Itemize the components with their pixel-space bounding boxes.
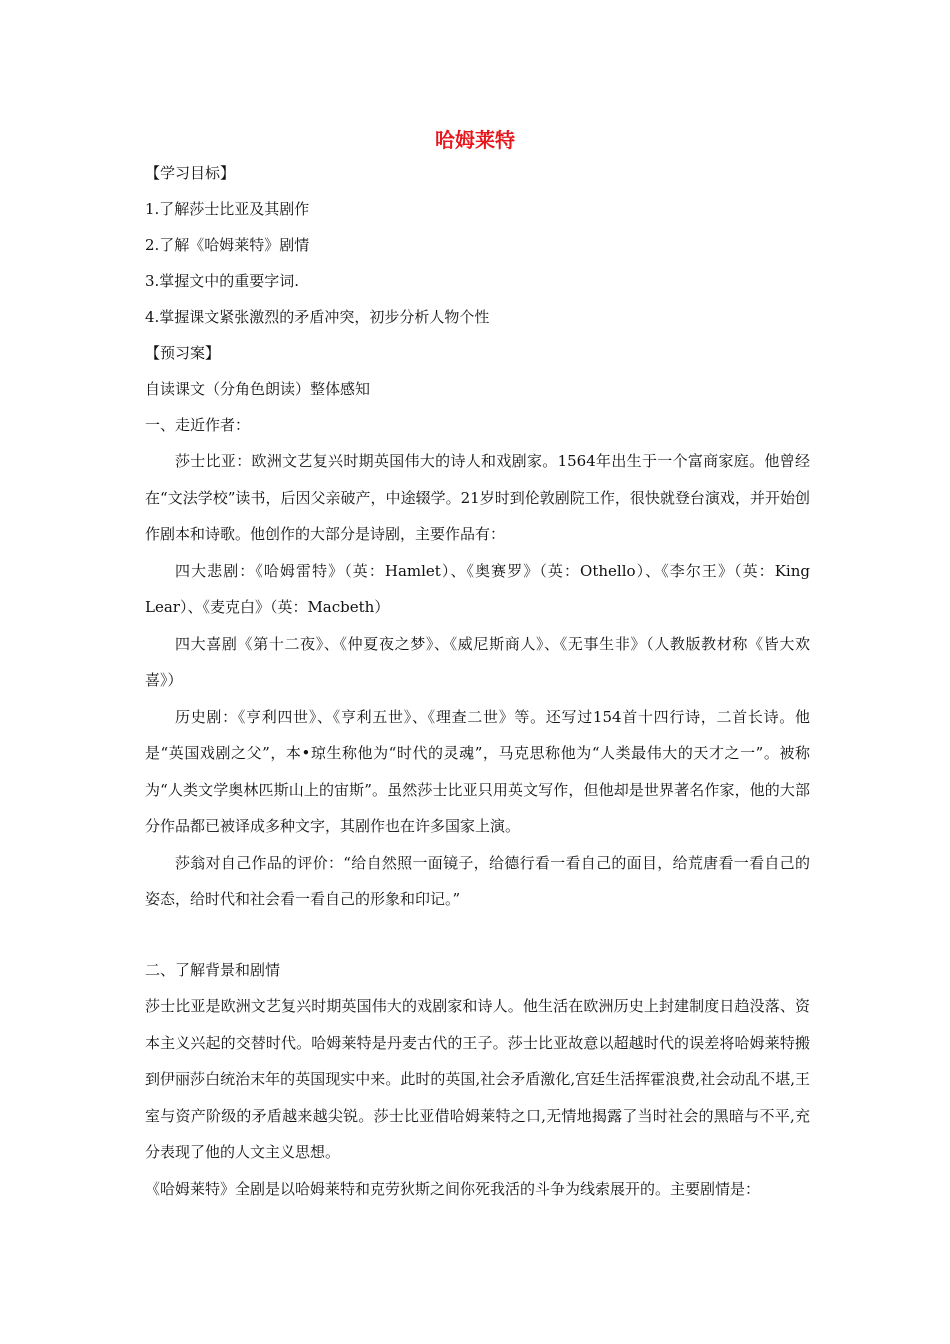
objective-item: 3.掌握文中的重要字词.	[145, 272, 300, 290]
objectives-header: 【学习目标】	[145, 164, 236, 182]
tragedies-paragraph: 四大悲剧：《哈姆雷特》（英：Hamlet）、《奥赛罗》（英：Othello）、《李尔王》（英：King Lear）、《麦克白》（英：Macbeth）	[145, 561, 810, 616]
objective-item: 1.了解莎士比亚及其剧作	[145, 200, 310, 218]
author-section-body	[145, 443, 810, 918]
histories-paragraph: 历史剧：《亨利四世》、《亨利五世》、《理查二世》等。还写过154首十四行诗，二首长诗。他是“英国戏剧之父”，本•琼生称他为“时代的灵魂”，马克思称他为“人类最伟大的天才之一”。被称为“人类文学奥林匹斯山上的宙斯”。虽然莎士比亚只用英文写作，但他却是世界著名作家，他的大部分作品都已被译成多种文字，其剧作也在许多国家上演。	[145, 707, 810, 835]
section-author-header: 一、走近作者：	[145, 416, 251, 434]
background-section-body	[145, 988, 810, 1207]
objective-item: 2.了解《哈姆莱特》剧情	[145, 236, 310, 254]
plot-intro-paragraph: 《哈姆莱特》全剧是以哈姆莱特和克劳狄斯之间你死我活的斗争为线索展开的。主要剧情是：	[145, 1179, 761, 1198]
page-title: 哈姆莱特	[435, 128, 515, 152]
self-evaluation-paragraph: 莎翁对自己作品的评价：“给自然照一面镜子，给德行看一看自己的面目，给荒唐看一看自己的姿态，给时代和社会看一看自己的形象和印记。”	[145, 853, 810, 908]
preview-intro: 自读课文（分角色朗读）整体感知	[145, 380, 371, 398]
background-paragraph: 莎士比亚是欧洲文艺复兴时期英国伟大的戏剧家和诗人。他生活在欧洲历史上封建制度日趋没落、资本主义兴起的交替时代。哈姆莱特是丹麦古代的王子。莎士比亚故意以超越时代的误差将哈姆莱特搬到伊丽莎白统治末年的英国现实中来。此时的英国,社会矛盾激化,宫廷生活挥霍浪费,社会动乱不堪,王室与资产阶级的矛盾越来越尖锐。莎士比亚借哈姆莱特之口,无情地揭露了当时社会的黑暗与不平,充分表现了他的人文主义思想。	[145, 997, 810, 1161]
author-paragraph: 莎士比亚：欧洲文艺复兴时期英国伟大的诗人和戏剧家。1564年出生于一个富商家庭。他曾经在“文法学校”读书，后因父亲破产，中途辍学。21岁时到伦敦剧院工作，很快就登台演戏，并开始创作剧本和诗歌。他创作的大部分是诗剧，主要作品有：	[145, 452, 810, 543]
objective-item: 4.掌握课文紧张激烈的矛盾冲突，初步分析人物个性	[145, 308, 490, 326]
section-background-header: 二、了解背景和剧情	[145, 961, 281, 979]
comedies-paragraph: 四大喜剧《第十二夜》、《仲夏夜之梦》、《威尼斯商人》、《无事生非》（人教版教材称《皆大欢喜》）	[145, 634, 810, 689]
preview-header: 【预习案】	[145, 344, 221, 362]
